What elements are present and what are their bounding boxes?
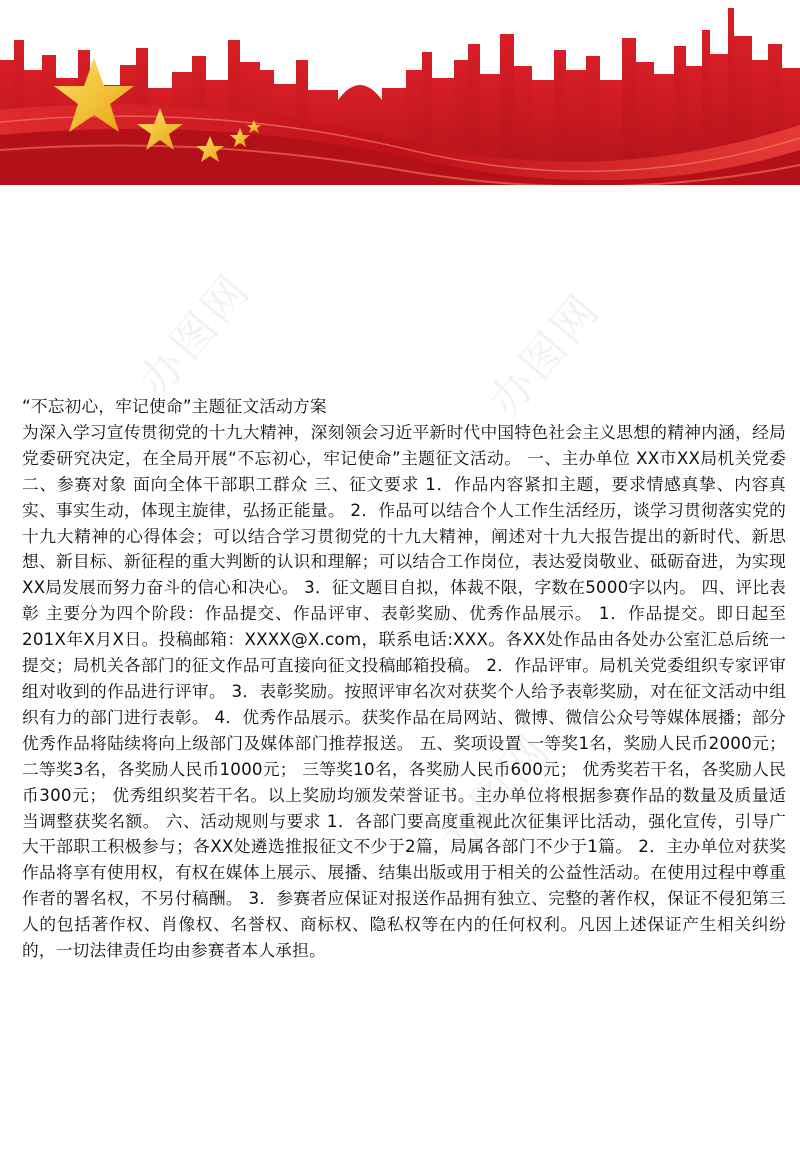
document-paragraph: 为深入学习宣传贯彻党的十九大精神，深刻领会习近平新时代中国特色社会主义思想的精神内涵，经局党委研究决定，在全局开展“不忘初心，牢记使命”主题征文活动。 一、主办单位 XX市XX局机关党委 二、参赛对象 面向全体干部职工群众 三、征文要求 1．作品内容紧扣主题，要求情感真挚、内容真实、事实生动，体现主旋律，弘扬正能量。 2．作品可以结合个人工作生活经历，谈学习贯彻落实党的十九大精神的心得体会；可以结合学习贯彻党的十九大精神，阐述对十九大报告提出的新时代、新思想、新目标、新征程的重大判断的认识和理解；可以结合工作岗位，表达爱岗敬业、砥砺奋进，为实现XX局发展而努力奋斗的信心和决心。 3．征文题目自拟，体裁不限，字数在5000字以内。 四、评比表彰 主要分为四个阶段：作品提交、作品评审、表彰奖励、优秀作品展示。 1．作品提交。即日起至201X年X月X日。投稿邮箱：XXXX@X.com，联系电话:XXX。各XX处作品由各处办公室汇总后统一提交；局机关各部门的征文作品可直接向征文投稿邮箱投稿。 2．作品评审。局机关党委组织专家评审组对收到的作品进行评审。 3．表彰奖励。按照评审名次对获奖个人给予表彰奖励，对在征文活动中组织有力的部门进行表彰。 4．优秀作品展示。获奖作品在局网站、微博、微信公众号等媒体展播；部分优秀作品将陆续将向上级部门及媒体部门推荐报送。 五、奖项设置 一等奖1名，奖励人民币2000元； 二等奖3名，各奖励人民币1000元； 三等奖10名，各奖励人民币600元； 优秀奖若干名，各奖励人民币300元； 优秀组织奖若干名。以上奖励均颁发荣誉证书。主办单位将根据参赛作品的数量及质量适当调整获奖名额。 六、活动规则与要求 1．各部门要高度重视此次征集评比活动，强化宣传，引导广大干部职工积极参与；各XX处遴选推报征文不少于2篇，局属各部门不少于1篇。 2．主办单位对获奖作品将享有使用权，有权在媒体上展示、展播、结集出版或用于相关的公益性活动。在使用过程中尊重作者的署名权，不另付稿酬。 3．参赛者应保证对报送作品拥有独立、完整的著作权，保证不侵犯第三人的包括著作权、肖像权、名誉权、商标权、隐私权等在内的任何权利。凡因上述保证产生相关纠纷的，一切法律责任均由参赛者本人承担。 [22, 421, 786, 961]
watermark-text: 办图网 [129, 263, 262, 407]
watermark-text: 办图网 [479, 283, 612, 427]
header-banner [0, 0, 800, 185]
watermark-text: 办图网 [429, 723, 562, 867]
document-body [22, 394, 786, 964]
skyline-graphic [0, 0, 800, 185]
document-title: “不忘初心，牢记使命”主题征文活动方案 [22, 396, 327, 416]
